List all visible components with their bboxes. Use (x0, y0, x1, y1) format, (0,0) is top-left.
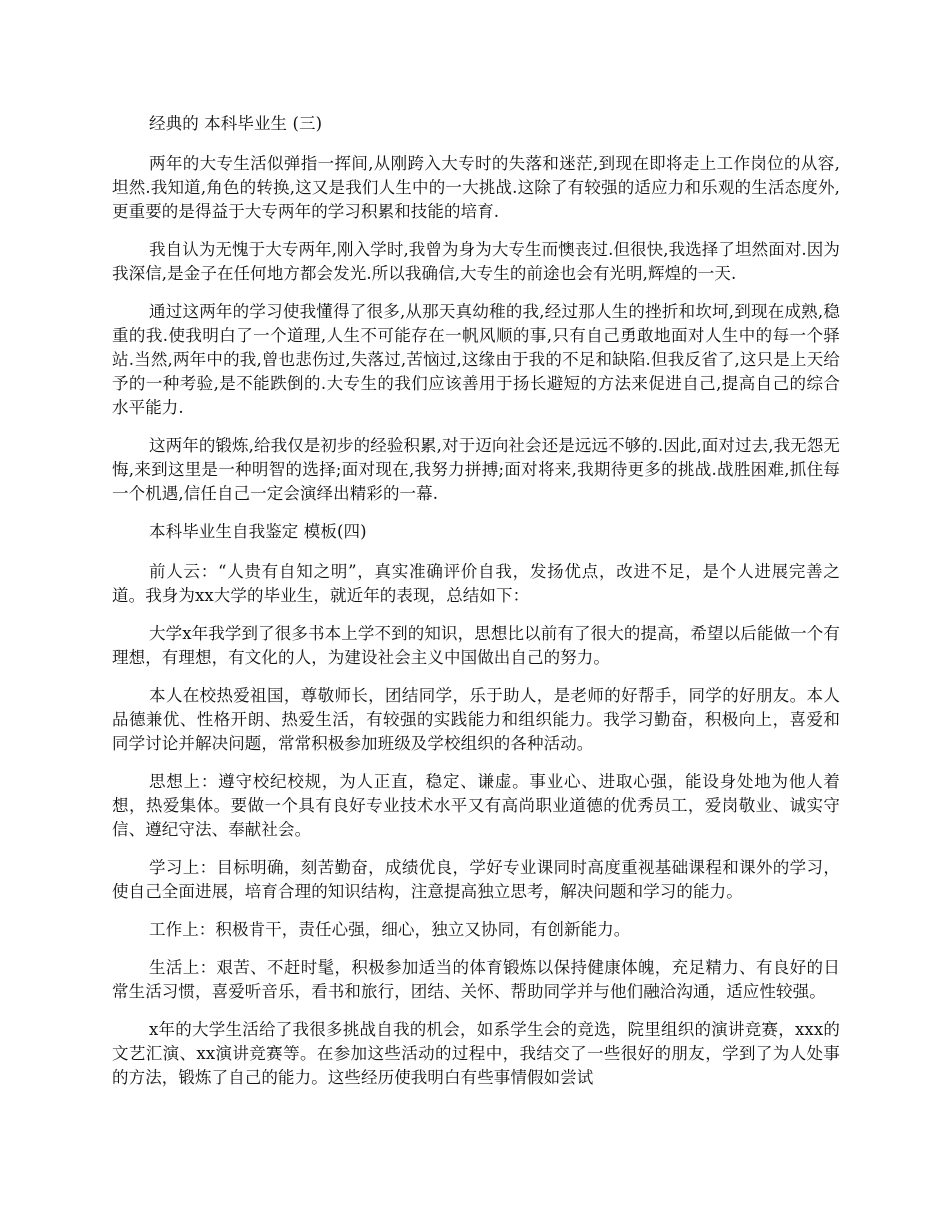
paragraph: x年的大学生活给了我很多挑战自我的机会，如系学生会的竞选，院里组织的演讲竞赛，xxx的文艺汇演、xx演讲竞赛等。在参加这些活动的过程中，我结交了一些很好的朋友，学到了为人处事的方法，锻炼了自己的能力。这些经历使我明白有些事情假如尝试 (112, 1020, 840, 1087)
paragraph: 这两年的锻炼,给我仅是初步的经验积累,对于迈向社会还是远远不够的.因此,面对过去,我无怨无悔,来到这里是一种明智的选择;面对现在,我努力拼搏;面对将来,我期待更多的挑战.战胜困难,抓住每一个机遇,信任自己一定会演绎出精彩的一幕. (112, 436, 840, 503)
paragraph: 学习上：目标明确，刻苦勤奋，成绩优良，学好专业课同时高度重视基础课程和课外的学习，使自己全面进展，培育合理的知识结构，注意提高独立思考，解决问题和学习的能力。 (112, 858, 840, 901)
paragraph: 工作上：积极肯干，责任心强，细心，独立又协同，有创新能力。 (149, 920, 631, 939)
section-heading-3: 经典的 本科毕业生 (三) (149, 114, 323, 133)
section-heading-4: 本科毕业生自我鉴定 模板(四) (149, 522, 367, 541)
paragraph: 两年的大专生活似弹指一挥间,从刚跨入大专时的失落和迷茫,到现在即将走上工作岗位的从容,坦然.我知道,角色的转换,这又是我们人生中的一大挑战.这除了有较强的适应力和乐观的生活态度外,更重要的是得益于大专两年的学习积累和技能的培育. (112, 154, 840, 221)
paragraph: 思想上：遵守校纪校规，为人正直，稳定、谦虚。事业心、进取心强，能设身处地为他人着想，热爱集体。要做一个具有良好专业技术水平又有高尚职业道德的优秀员工，爱岗敬业、诚实守信、遵纪守法、奉献社会。 (112, 772, 840, 839)
paragraph: 本人在校热爱祖国，尊敬师长，团结同学，乐于助人，是老师的好帮手，同学的好朋友。本人品德兼优、性格开朗、热爱生活，有较强的实践能力和组织能力。我学习勤奋，积极向上，喜爱和同学讨论并解决问题，常常积极参加班级及学校组织的各种活动。 (112, 686, 840, 753)
paragraph: 通过这两年的学习使我懂得了很多,从那天真幼稚的我,经过那人生的挫折和坎坷,到现在成熟,稳重的我.使我明白了一个道理,人生不可能存在一帆风顺的事,只有自己勇敢地面对人生中的每一个驿站.当然,两年中的我,曾也悲伤过,失落过,苦恼过,这缘由于我的不足和缺陷.但我反省了,这只是上天给予的一种考验,是不能跌倒的.大专生的我们应该善用于扬长避短的方法来促进自己,提高自己的综合水平能力. (112, 302, 840, 417)
document-page (112, 112, 840, 1104)
paragraph: 大学x年我学到了很多书本上学不到的知识，思想比以前有了很大的提高，希望以后能做一个有理想，有理想，有文化的人，为建设社会主义中国做出自己的努力。 (112, 624, 840, 667)
paragraph: 生活上：艰苦、不赶时髦，积极参加适当的体育锻炼以保持健康体魄，充足精力、有良好的日常生活习惯，喜爱听音乐，看书和旅行，团结、关怀、帮助同学并与他们融洽沟通，适应性较强。 (112, 958, 840, 1001)
paragraph: 前人云：“人贵有自知之明”，真实准确评价自我，发扬优点，改进不足，是个人进展完善之道。我身为xx大学的毕业生，就近年的表现，总结如下： (112, 562, 840, 605)
paragraph: 我自认为无愧于大专两年,刚入学时,我曾为身为大专生而懊丧过.但很快,我选择了坦然面对.因为我深信,是金子在任何地方都会发光.所以我确信,大专生的前途也会有光明,辉煌的一天. (112, 240, 840, 283)
